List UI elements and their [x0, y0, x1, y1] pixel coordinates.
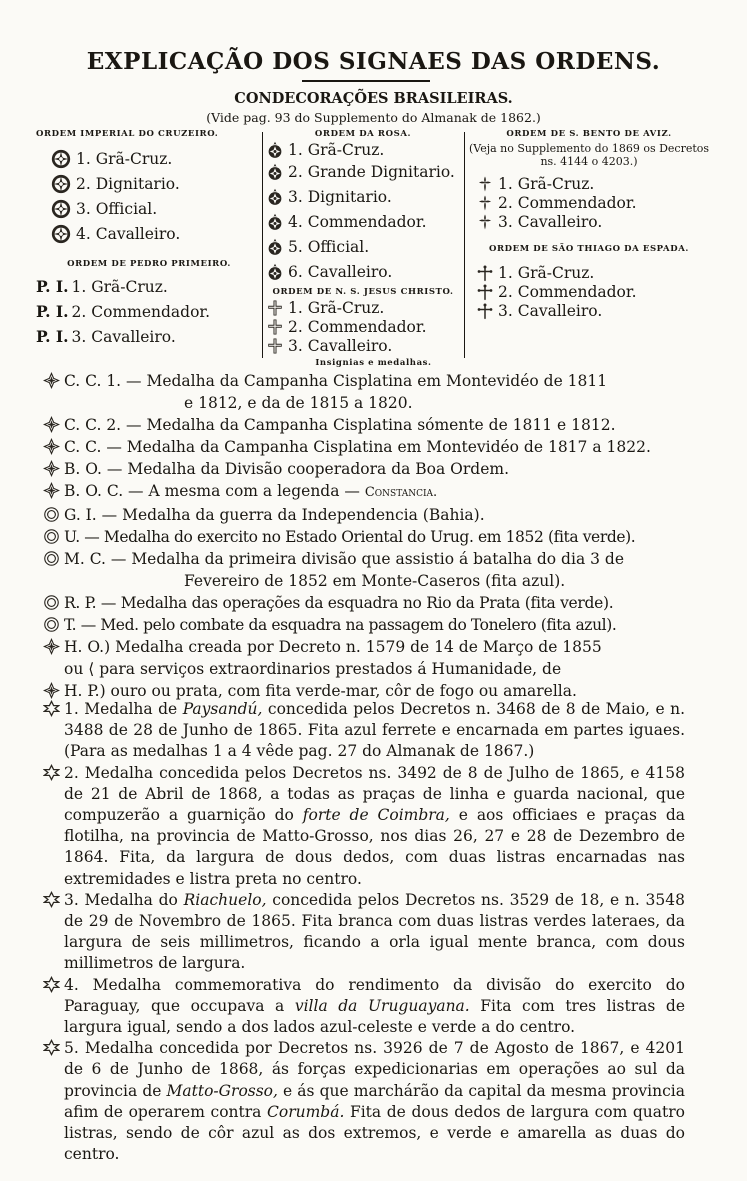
list-item: 1. Grã-Cruz.	[266, 298, 462, 317]
list-item: 3. Cavalleiro.	[476, 301, 712, 320]
column-cruzeiro-pedro	[36, 128, 262, 349]
cruzeiro-star-icon	[50, 148, 72, 170]
star-medal-icon	[43, 416, 60, 433]
star-medal-icon	[43, 372, 60, 389]
order-heading-christo: ORDEM DE N. S. JESUS CHRISTO.	[272, 287, 454, 297]
star-medal-icon	[43, 438, 60, 455]
column-rosa-christo	[264, 128, 462, 355]
christo-cross-icon	[266, 318, 284, 336]
list-item: 2. Dignitario.	[50, 171, 262, 196]
list-item: 2. Commendador.	[266, 317, 462, 336]
list-item: P. I. 2. Commendador.	[36, 302, 211, 321]
reference-note: (Vide pag. 93 do Supplemento do Almanak de 1862.)	[206, 110, 541, 125]
hexagram-icon	[43, 700, 60, 717]
cruzeiro-star-icon	[50, 223, 72, 245]
star-medal-icon	[43, 638, 60, 655]
aviz-cross-icon	[476, 213, 494, 231]
list-item: T. — Med. pelo combate da esquadra na passagem do Tonelero (fita azul).	[40, 614, 685, 636]
cruzeiro-star-icon	[50, 173, 72, 195]
round-medal-icon	[43, 506, 60, 523]
rosa-medal-icon	[266, 238, 284, 256]
rosa-medal-icon	[266, 188, 284, 206]
rosa-medal-icon	[266, 213, 284, 231]
round-medal-icon	[43, 550, 60, 567]
list-item: 2. Commendador.	[476, 282, 712, 301]
rosa-medal-icon	[266, 163, 284, 181]
list-item: B. O. C. — A mesma com a legenda — Constancia.	[40, 480, 685, 504]
numbered-medals-list	[40, 699, 685, 1165]
page-title: EXPLICAÇÃO DOS SIGNAES DAS ORDENS.	[86, 48, 661, 75]
list-item-continuation: e 1812, e da de 1815 a 1820.	[184, 394, 413, 412]
list-item: 2. Commendador.	[476, 193, 712, 212]
list-item: R. P. — Medalha das operações da esquadra no Rio da Prata (fita verde).	[40, 592, 685, 614]
hexagram-icon	[43, 976, 60, 993]
order-heading-pedro: ORDEM DE PEDRO PRIMEIRO.	[67, 259, 231, 269]
order-heading-rosa: ORDEM DA ROSA.	[314, 129, 412, 139]
list-item: M. C. — Medalha da primeira divisão que assistio á batalha do dia 3 de	[40, 548, 685, 570]
list-item: G. I. — Medalha da guerra da Independencia (Bahia).	[40, 504, 685, 526]
hexagram-icon	[43, 1039, 60, 1056]
column-aviz-thiago	[466, 128, 712, 320]
round-medal-icon	[43, 594, 60, 611]
order-heading-cruzeiro: ORDEM IMPERIAL DO CRUZEIRO.	[36, 129, 219, 139]
list-item: 6. Cavalleiro.	[266, 259, 462, 284]
list-item: P. I. 1. Grã-Cruz.	[36, 277, 168, 296]
list-item: 2. Grande Dignitario.	[266, 159, 462, 184]
star-medal-icon	[43, 482, 60, 499]
list-item: 4. Cavalleiro.	[50, 221, 262, 246]
star-medal-icon	[43, 460, 60, 477]
sword-cross-icon	[476, 283, 494, 301]
list-item: U. — Medalha do exercito no Estado Oriental do Urug. em 1852 (fita verde).	[40, 526, 685, 548]
christo-cross-icon	[266, 337, 284, 355]
title-rule	[302, 80, 430, 82]
list-item-continuation: ou ⟨ para serviços extraordinarios prestados á Humanidade, de	[64, 660, 562, 678]
order-heading-aviz: ORDEM DE S. BENTO DE AVIZ.	[506, 129, 672, 139]
list-item: 5. Official.	[266, 234, 462, 259]
list-item: P. I. 3. Cavalleiro.	[36, 327, 176, 346]
list-item: 3. Cavalleiro.	[266, 336, 462, 355]
rosa-medal-icon	[266, 141, 284, 159]
list-item: 2. Medalha concedida pelos Decretos ns. 3492 de 8 de Julho de 1865, e 4158 de 21 de Abril de 1868, a todas as praças de linha e guarda nacional, que compuzerão a guarnição do forte de Coimbra, e aos officiaes e praças da flotilha, na provincia de Matto-Grosso, nos dias 26, 27 e 28 de Dezembro de 1864. Fita, da largura de dous dedos, com duas listras encarnadas nas extremidades e listra preta no centro.	[40, 763, 685, 890]
list-item: 1. Medalha de Paysandú, concedida pelos Decretos n. 3468 de 8 de Maio, e n. 3488 de 28 de Junho de 1865. Fita azul ferrete e encarnada em partes iguaes. (Para as medalhas 1 a 4 vêde pag. 27 do Almanak de 1867.)	[40, 699, 685, 763]
list-item: 1. Grã-Cruz.	[476, 263, 712, 282]
list-item: 1. Grã-Cruz.	[476, 174, 712, 193]
list-item: C. C. 2. — Medalha da Campanha Cisplatina sómente de 1811 e 1812.	[40, 414, 685, 436]
rosa-medal-icon	[266, 263, 284, 281]
list-item: H. O.) Medalha creada por Decreto n. 1579 de 14 de Março de 1855	[40, 636, 685, 658]
hexagram-icon	[43, 891, 60, 908]
list-item: C. C. — Medalha da Campanha Cisplatina em Montevidéo de 1817 a 1822.	[40, 436, 685, 458]
medals-list	[40, 370, 685, 702]
list-item: 4. Medalha commemorativa do rendimento da divisão do exercito do Paraguay, que occupava a villa da Uruguayana. Fita com tres listras de largura igual, sendo a dos lados azul-celeste e verde a do centro.	[40, 975, 685, 1039]
aviz-note: (Veja no Supplemento do 1869 os Decretos ns. 4144 o 4203.)	[468, 142, 710, 168]
column-divider	[464, 132, 465, 358]
list-item: B. O. — Medalha da Divisão cooperadora da Boa Ordem.	[40, 458, 685, 480]
list-item: 4. Commendador.	[266, 209, 462, 234]
list-item: C. C. 1. — Medalha da Campanha Cisplatina em Montevidéo de 1811	[40, 370, 685, 392]
list-item: 1. Grã-Cruz.	[266, 140, 462, 159]
list-item: 5. Medalha concedida por Decretos ns. 3926 de 7 de Agosto de 1867, e 4201 de 6 de Junho de 1868, ás forças expedicionarias em operações ao sul da provincia de Matto-Grosso, e ás que marchárão da capital da mesma provincia afim de operarem contra Corumbá. Fita de dous dedos de largura com quatro listras, sendo de côr azul as dos extremos, e verde e amarella as duas do centro.	[40, 1038, 685, 1165]
star-medal-icon	[43, 682, 60, 699]
aviz-cross-icon	[476, 175, 494, 193]
list-item: H. P.) ouro ou prata, com fita verde-mar, côr de fogo ou amarella.	[40, 680, 685, 702]
insignias-heading: Insignias e medalhas.	[315, 358, 432, 368]
sword-cross-icon	[476, 302, 494, 320]
list-item: 3. Dignitario.	[266, 184, 462, 209]
section-subtitle: CONDECORAÇÕES BRASILEIRAS.	[234, 90, 513, 107]
hexagram-icon	[43, 764, 60, 781]
christo-cross-icon	[266, 299, 284, 317]
list-item-continuation: Fevereiro de 1852 em Monte-Caseros (fita azul).	[184, 572, 566, 590]
column-divider	[262, 132, 263, 358]
list-item: 3. Cavalleiro.	[476, 212, 712, 231]
sword-cross-icon	[476, 264, 494, 282]
list-item: 3. Official.	[50, 196, 262, 221]
round-medal-icon	[43, 528, 60, 545]
round-medal-icon	[43, 616, 60, 633]
list-item: 3. Medalha do Riachuelo, concedida pelos Decretos ns. 3529 de 18, e n. 3548 de 29 de Novembro de 1865. Fita branca com duas listras verdes lateraes, da largura de seis millimetros, ficando a orla igual mente branca, com dous millimetros de largura.	[40, 890, 685, 975]
list-item: 1. Grã-Cruz.	[50, 146, 262, 171]
aviz-cross-icon	[476, 194, 494, 212]
order-heading-thiago: ORDEM DE SÃO THIAGO DA ESPADA.	[489, 244, 689, 254]
cruzeiro-star-icon	[50, 198, 72, 220]
